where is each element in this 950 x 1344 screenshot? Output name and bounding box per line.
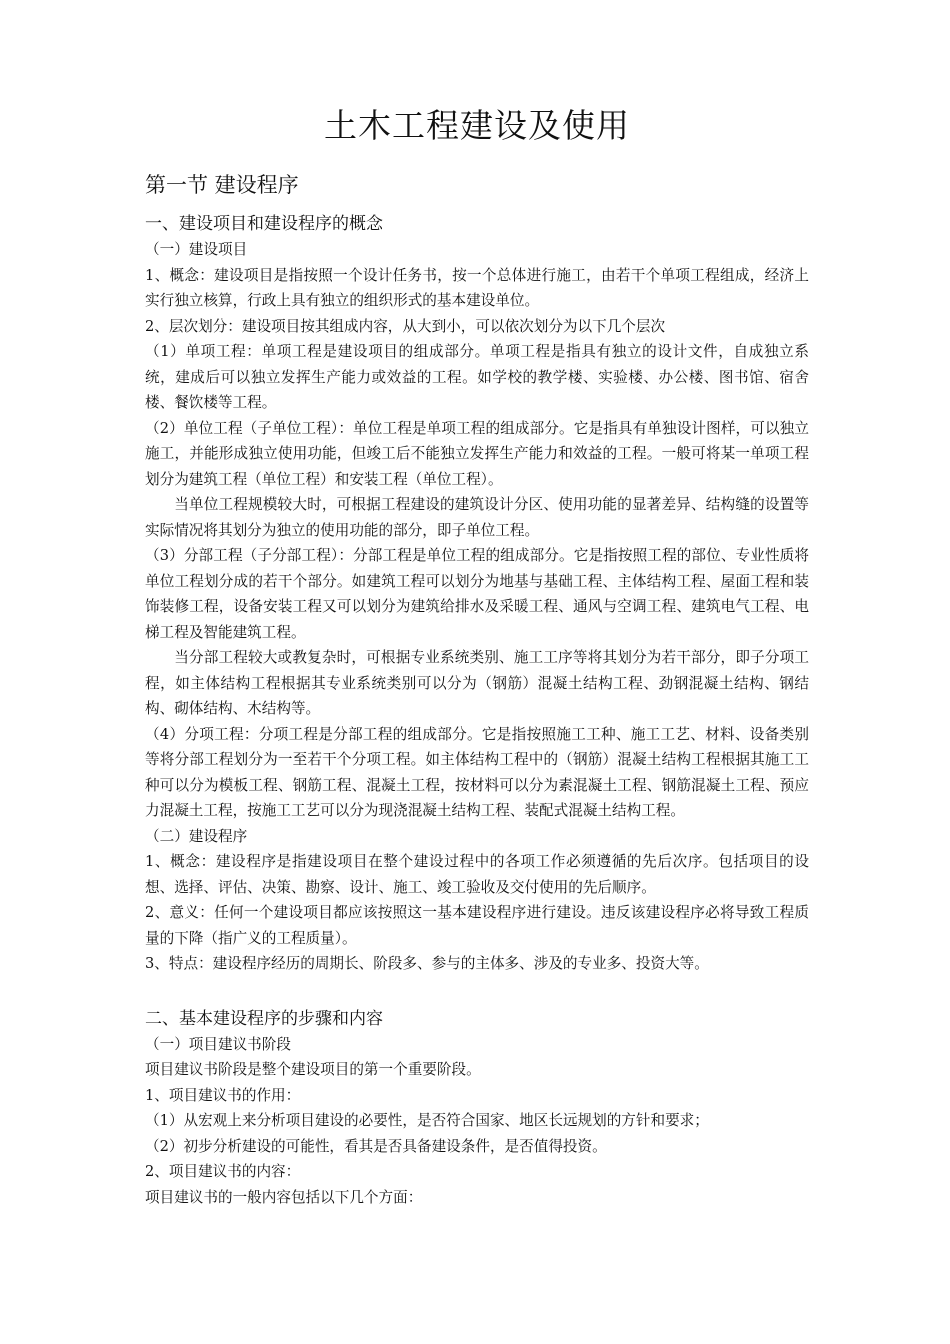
section-title: 第一节 建设程序 (145, 173, 299, 197)
paragraph: （4）分项工程：分项工程是分部工程的组成部分。它是指按照施工工种、施工工艺、材料、设备类别等将分部工程划分为一至若干个分项工程。如主体结构工程中的（钢筋）混凝土结构工程根据其施工工种可以分为模板工程、钢筋工程、混凝土工程，按材料可以分为素混凝土工程、钢筋混凝土工程、预应力混凝土工程，按施工工艺可以分为现浇混凝土结构工程、装配式混凝土结构工程。 (145, 725, 809, 819)
paragraph: （2）初步分析建设的可能性，看其是否具备建设条件，是否值得投资。 (145, 1137, 607, 1155)
paragraph: 3、特点：建设程序经历的周期长、阶段多、参与的主体多、涉及的专业多、投资大等。 (145, 955, 709, 972)
part1-heading: 一、建设项目和建设程序的概念 (145, 214, 383, 234)
paragraph: 当分部工程较大或教复杂时，可根据专业系统类别、施工工序等将其划分为若干部分，即子分项工程，如主体结构工程根据其专业系统类别可以分为（钢筋）混凝土结构工程、劲钢混凝土结构、钢结构、砌体结构、木结构等。 (145, 649, 809, 717)
paragraph: （2）单位工程（子单位工程）：单位工程是单项工程的组成部分。它是指具有单独设计图样，可以独立施工，并能形成独立使用功能，但竣工后不能独立发挥生产能力和效益的工程。一般可将某一单项工程划分为建筑工程（单位工程）和安装工程（单位工程）。 (145, 419, 809, 488)
paragraph: 2、层次划分：建设项目按其组成内容，从大到小，可以依次划分为以下几个层次 (145, 317, 666, 335)
paragraph: （1）单项工程：单项工程是建设项目的组成部分。单项工程是指具有独立的设计文件，自成独立系统，建成后可以独立发挥生产能力或效益的工程。如学校的教学楼、实验楼、办公楼、图书馆、宿舍楼、餐饮楼等工程。 (145, 343, 809, 411)
paragraph: （1）从宏观上来分析项目建设的必要性，是否符合国家、地区长远规划的方针和要求； (145, 1112, 709, 1129)
paragraph: 项目建议书的一般内容包括以下几个方面： (145, 1188, 423, 1206)
paragraph: 1、概念：建设项目是指按照一个设计任务书，按一个总体进行施工，由若干个单项工程组成，经济上实行独立核算，行政上具有独立的组织形式的基本建设单位。 (145, 266, 809, 309)
paragraph: 项目建议书阶段是整个建设项目的第一个重要阶段。 (145, 1061, 481, 1078)
sub1-heading: （一）项目建议书阶段 (145, 1035, 291, 1053)
paragraph: 当单位工程规模较大时，可根据工程建设的建筑设计分区、使用功能的显著差异、结构缝的设置等实际情况将其划分为独立的使用功能的部分，即子单位工程。 (145, 496, 809, 539)
paragraph: 1、项目建议书的作用： (145, 1086, 301, 1104)
part2-heading: 二、基本建设程序的步骤和内容 (145, 1008, 383, 1029)
document-page (145, 100, 809, 1210)
paragraph: 2、意义：任何一个建设项目都应该按照这一基本建设程序进行建设。违反该建设程序必将导致工程质量的下降（指广义的工程质量）。 (145, 904, 809, 947)
paragraph: 1、概念：建设程序是指建设项目在整个建设过程中的各项工作必须遵循的先后次序。包括项目的设想、选择、评估、决策、勘察、设计、施工、竣工验收及交付使用的先后顺序。 (145, 853, 809, 896)
document-title: 土木工程建设及使用 (324, 106, 630, 145)
sub1-heading: （一）建设项目 (145, 241, 248, 258)
paragraph: 2、项目建议书的内容： (145, 1163, 301, 1180)
paragraph: （3）分部工程（子分部工程）：分部工程是单位工程的组成部分。它是指按照工程的部位、专业性质将单位工程划分成的若干个部分。如建筑工程可以划分为地基与基础工程、主体结构工程、屋面工程和装饰装修工程，设备安装工程又可以划分为建筑给排水及采暖工程、通风与空调工程、建筑电气工程、电梯工程及智能建筑工程。 (145, 547, 809, 641)
sub2-heading: （二）建设程序 (145, 827, 248, 845)
